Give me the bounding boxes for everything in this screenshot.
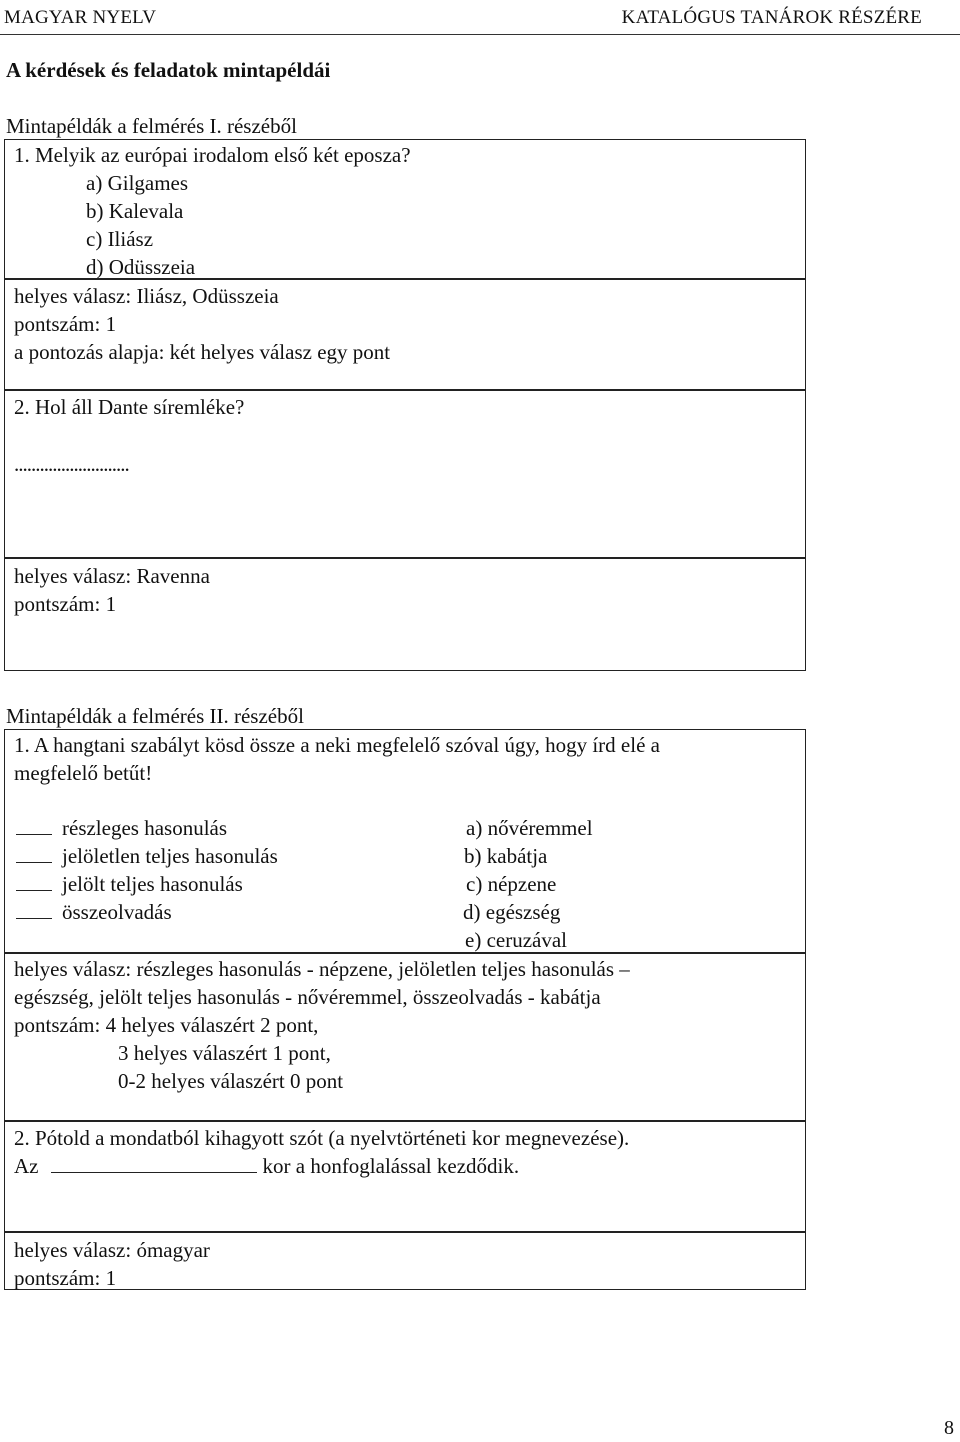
part2-q1-word: b) kabátja: [464, 844, 548, 868]
part2-q1-answer: helyes válasz: részleges hasonulás - népzene, jelöletlen teljes hasonulás –: [14, 957, 630, 981]
part2-q1-question: megfelelő betűt!: [14, 761, 153, 785]
header-catalog: KATALÓGUS TANÁROK RÉSZÉRE: [621, 7, 922, 28]
part2-q1-rule-row: [16, 814, 227, 842]
rule-label: összeolvadás: [62, 900, 172, 924]
part2-q1-points: 3 helyes válaszért 1 pont,: [118, 1041, 331, 1065]
part1-q1-basis: a pontozás alapja: két helyes válasz egy pont: [14, 340, 391, 364]
sentence-start: Az: [14, 1154, 39, 1178]
rule-label: részleges hasonulás: [62, 816, 228, 840]
answer-blank: [16, 816, 52, 835]
part2-q1-points: pontszám: 4 helyes válaszért 2 pont,: [14, 1013, 319, 1037]
part1-heading: Mintapéldák a felmérés I. részéből: [6, 114, 297, 138]
part2-q1-question: 1. A hangtani szabályt kösd össze a neki megfelelő szóval úgy, hogy írd elé a: [14, 733, 660, 757]
part1-q1-points: pontszám: 1: [14, 312, 117, 336]
part1-q2-answer: helyes válasz: Ravenna: [14, 564, 210, 588]
answer-blank: [16, 872, 52, 891]
part1-q1-option: b) Kalevala: [86, 199, 184, 223]
header-rule: [0, 34, 960, 35]
part1-q1-option: d) Odüsszeia: [86, 255, 196, 279]
part1-q2-divider: [4, 557, 806, 559]
part1-q2-answer-dots: ...........................: [14, 452, 129, 476]
part1-q1-answer: helyes válasz: Iliász, Odüsszeia: [14, 284, 279, 308]
rule-label: jelöletlen teljes hasonulás: [62, 844, 278, 868]
part2-heading: Mintapéldák a felmérés II. részéből: [6, 704, 304, 728]
part2-q2-answer: helyes válasz: ómagyar: [14, 1238, 210, 1262]
part2-q2-points: pontszám: 1: [14, 1266, 117, 1290]
part2-q2-sentence: [14, 1152, 519, 1180]
part1-q1-question: 1. Melyik az európai irodalom első két eposza?: [14, 143, 411, 167]
header-subject: MAGYAR NYELV: [4, 7, 157, 28]
part1-q1-option: a) Gilgames: [86, 171, 189, 195]
part2-q1-end-divider: [4, 1120, 806, 1122]
answer-blank: [16, 900, 52, 919]
part2-q1-answer: egészség, jelölt teljes hasonulás - nővéremmel, összeolvadás - kabátja: [14, 985, 601, 1009]
part2-q2-divider: [4, 1231, 806, 1233]
part2-q1-divider: [4, 952, 806, 954]
part2-q1-word: c) népzene: [466, 872, 557, 896]
part2-q1-rule-row: [16, 842, 278, 870]
part2-q1-word: d) egészség: [463, 900, 561, 924]
part2-q1-points: 0-2 helyes válaszért 0 pont: [118, 1069, 344, 1093]
part2-q1-word: e) ceruzával: [465, 928, 567, 952]
part2-q1-rule-row: [16, 870, 243, 898]
answer-blank: [16, 844, 52, 863]
part2-q2-question: 2. Pótold a mondatból kihagyott szót (a nyelvtörténeti kor megnevezése).: [14, 1126, 630, 1150]
part1-q2-question: 2. Hol áll Dante síremléke?: [14, 395, 245, 419]
part1-q2-points: pontszám: 1: [14, 592, 117, 616]
page-title: A kérdések és feladatok mintapéldái: [6, 58, 331, 82]
part2-q1-word: a) nővéremmel: [466, 816, 593, 840]
sentence-end: kor a honfoglalással kezdődik.: [262, 1154, 520, 1178]
part1-q1-option: c) Iliász: [86, 227, 154, 251]
part2-q1-rule-row: [16, 898, 172, 926]
rule-label: jelölt teljes hasonulás: [62, 872, 243, 896]
page-number: 8: [944, 1417, 954, 1439]
fill-in-blank: [51, 1154, 257, 1173]
part1-q1-end-divider: [4, 389, 806, 391]
